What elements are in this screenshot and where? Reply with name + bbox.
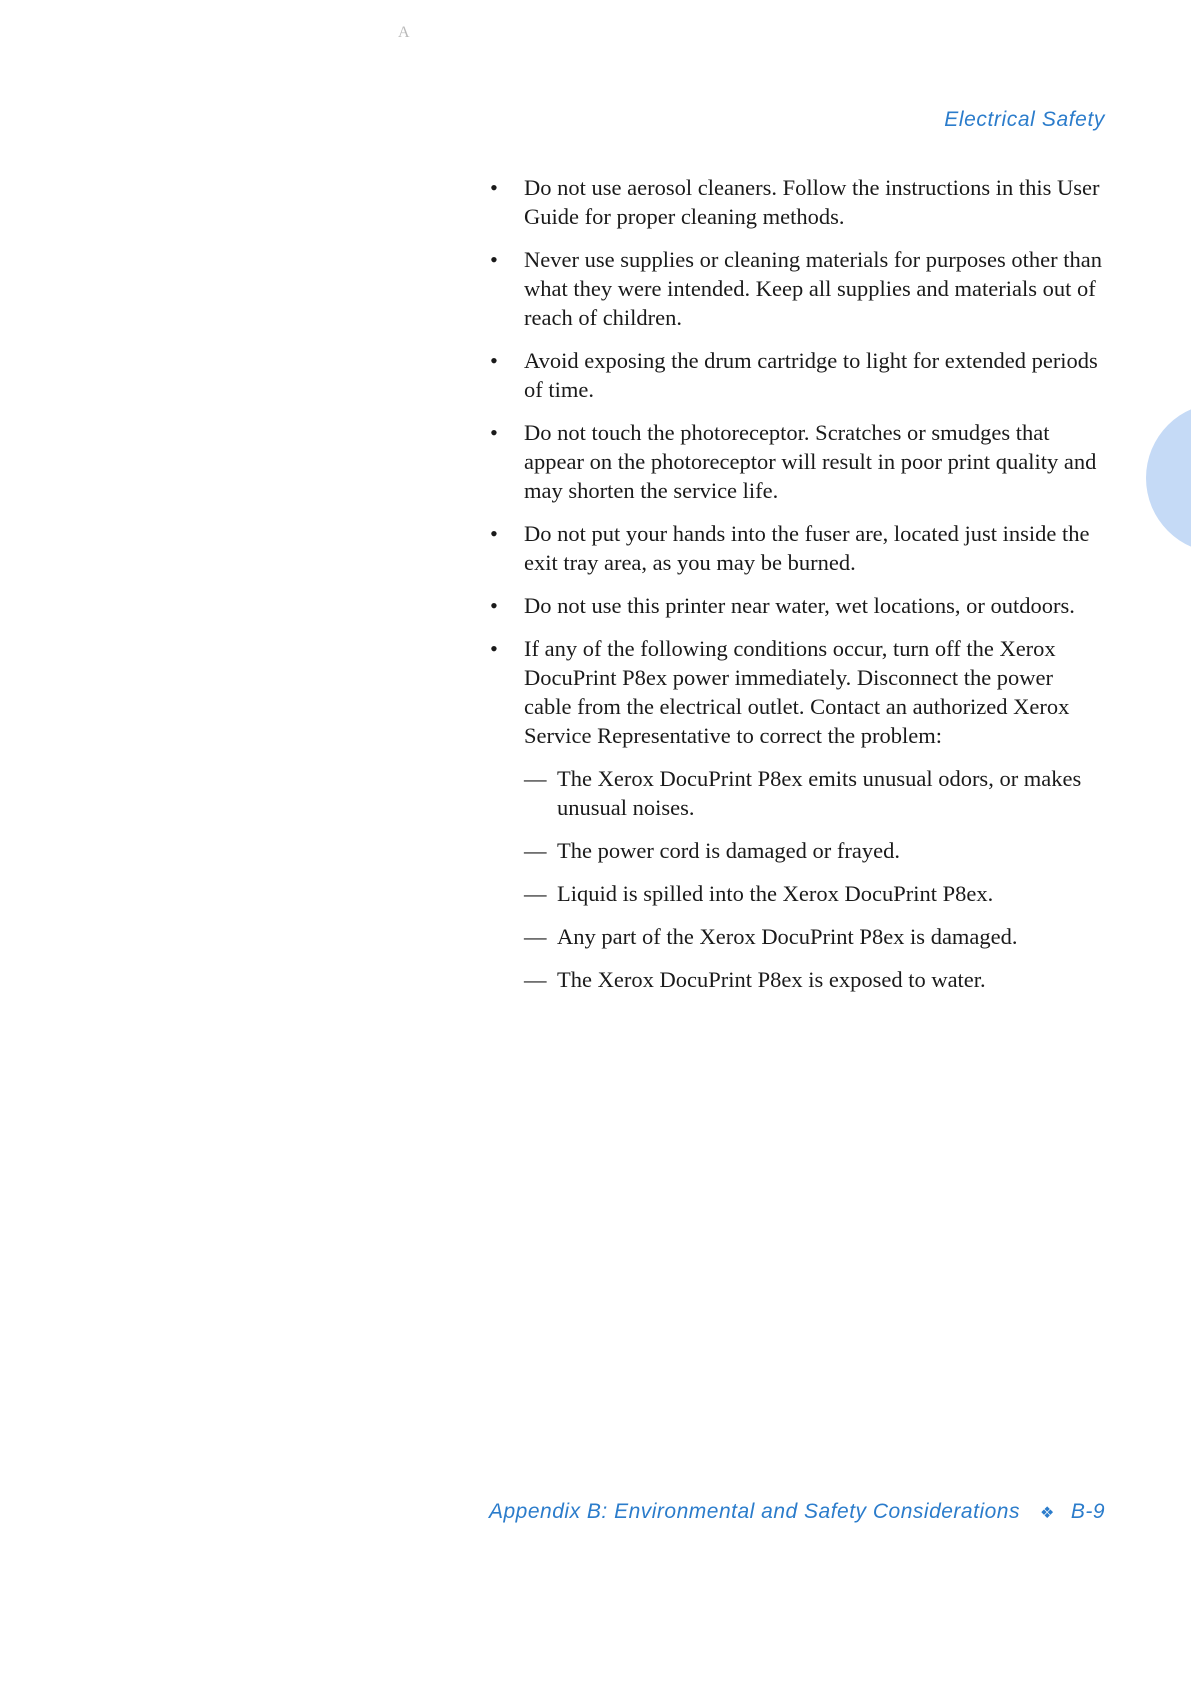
bullet-text: Do not touch the photoreceptor. Scratches or smudges that appear on the photoreceptor will result in poor print quality and may shorten the service life. xyxy=(524,420,1097,503)
bullet-icon: • xyxy=(490,521,498,546)
dash-icon: — xyxy=(524,881,547,906)
bullet-text: Avoid exposing the drum cartridge to light for extended periods of time. xyxy=(524,348,1098,402)
bullet-icon: • xyxy=(490,593,498,618)
bullet-item xyxy=(490,519,1105,577)
dash-icon: — xyxy=(524,924,547,949)
corner-mark: A xyxy=(398,24,410,41)
bullet-text: Do not use aerosol cleaners. Follow the instructions in this User Guide for proper cleaning methods. xyxy=(524,175,1100,229)
dash-icon: — xyxy=(524,766,547,791)
bullet-icon: • xyxy=(490,348,498,373)
content-body xyxy=(490,173,1105,1008)
bullet-icon: • xyxy=(490,247,498,272)
bullet-text: If any of the following conditions occur, turn off the Xerox DocuPrint P8ex power immediately. Disconnect the power cable from the electrical outlet. Contact an authorized Xerox Service Representative to correct the problem: xyxy=(524,636,1070,748)
sublist-text: Liquid is spilled into the Xerox DocuPrint P8ex. xyxy=(557,881,994,906)
bullet-item xyxy=(490,418,1105,505)
bullet-item xyxy=(490,634,1105,994)
running-head: Electrical Safety xyxy=(944,108,1105,131)
footer-chapter-title: Appendix B: Environmental and Safety Considerations xyxy=(489,1500,1020,1523)
bullet-icon: • xyxy=(490,175,498,200)
page-footer xyxy=(489,1500,1105,1524)
sublist-item xyxy=(524,922,1105,951)
sublist-item xyxy=(524,879,1105,908)
sublist-item xyxy=(524,764,1105,822)
bullet-text: Do not put your hands into the fuser are, located just inside the exit tray area, as you may be burned. xyxy=(524,521,1090,575)
dash-icon: — xyxy=(524,838,547,863)
bullet-icon: • xyxy=(490,420,498,445)
bullet-item xyxy=(490,173,1105,231)
bullet-icon: • xyxy=(490,636,498,661)
page-number: B-9 xyxy=(1070,1500,1105,1523)
sublist-text: The Xerox DocuPrint P8ex is exposed to water. xyxy=(557,967,986,992)
safety-bullet-list xyxy=(490,173,1105,994)
bullet-item xyxy=(490,591,1105,620)
dash-icon: — xyxy=(524,967,547,992)
sublist-text: The Xerox DocuPrint P8ex emits unusual odors, or makes unusual noises. xyxy=(557,766,1082,820)
bullet-text: Never use supplies or cleaning materials for purposes other than what they were intended. Keep all supplies and materials out of reach of children. xyxy=(524,247,1102,330)
sublist-text: The power cord is damaged or frayed. xyxy=(557,838,900,863)
condition-sublist xyxy=(524,764,1105,994)
sublist-item xyxy=(524,836,1105,865)
diamond-separator-icon: ❖ xyxy=(1039,1505,1055,1522)
bullet-item xyxy=(490,346,1105,404)
bullet-text: Do not use this printer near water, wet locations, or outdoors. xyxy=(524,593,1075,618)
sublist-text: Any part of the Xerox DocuPrint P8ex is damaged. xyxy=(557,924,1018,949)
side-tab xyxy=(1146,403,1191,553)
bullet-item xyxy=(490,245,1105,332)
sublist-item xyxy=(524,965,1105,994)
